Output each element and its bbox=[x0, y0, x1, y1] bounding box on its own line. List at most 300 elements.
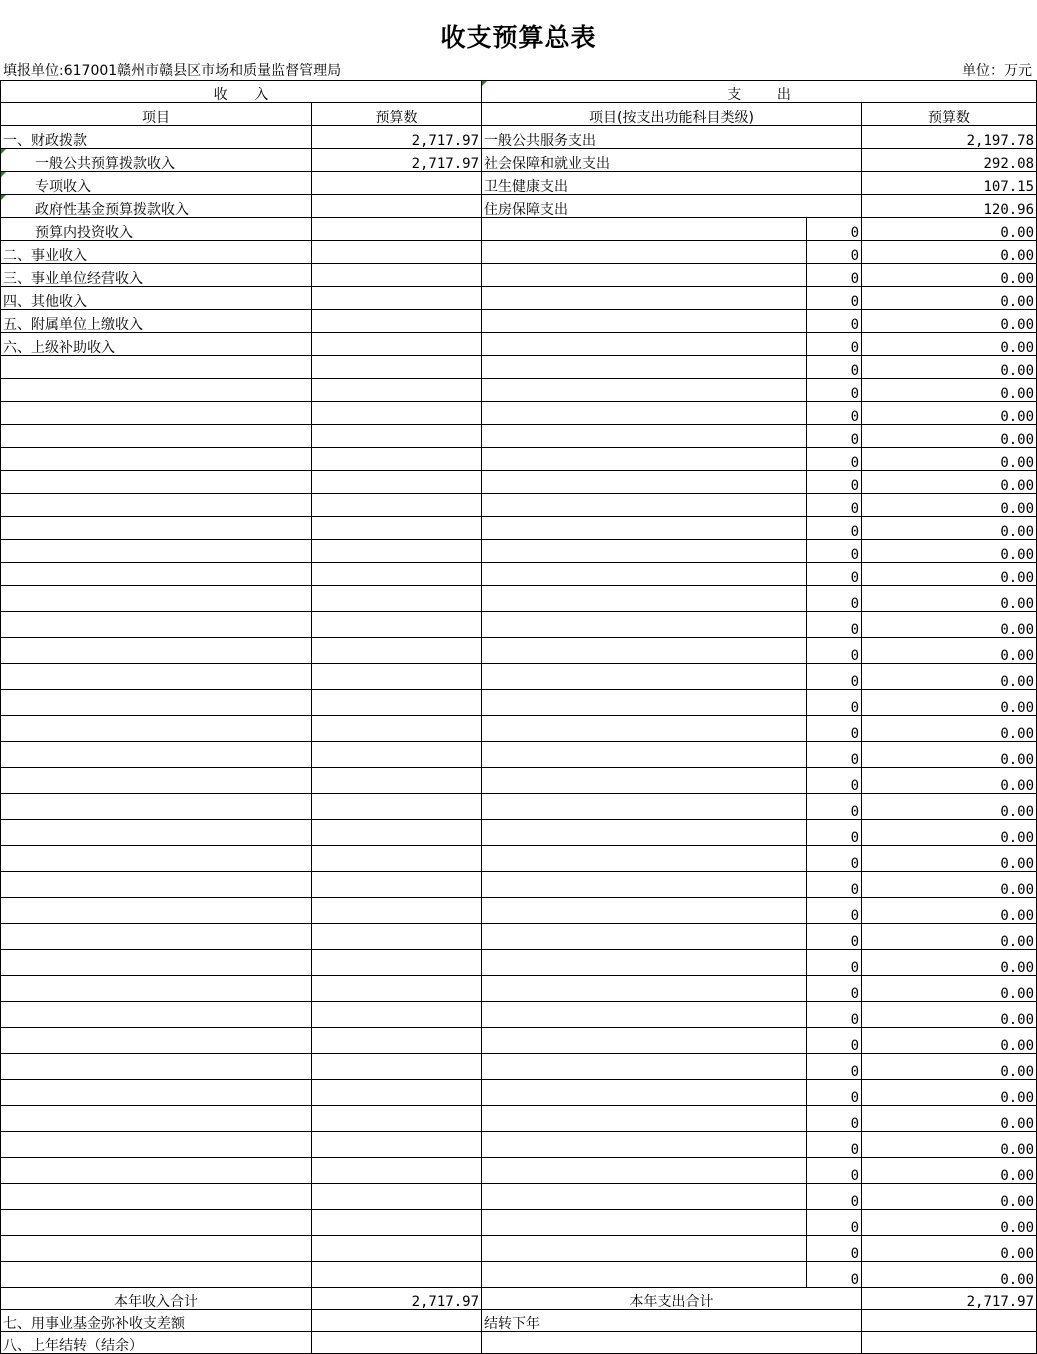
expense-item-label bbox=[482, 1106, 807, 1132]
expense-code-value: 0 bbox=[807, 976, 862, 1002]
expense-code-value: 0 bbox=[807, 1210, 862, 1236]
table-row bbox=[1, 872, 1037, 898]
income-budget-value bbox=[312, 1106, 482, 1132]
income-budget-value bbox=[312, 1310, 482, 1332]
expense-item-label bbox=[482, 218, 807, 241]
table-row bbox=[1, 664, 1037, 690]
income-budget-value bbox=[312, 846, 482, 872]
expense-item-label bbox=[482, 448, 807, 471]
expense-budget-value: 0.00 bbox=[862, 287, 1037, 310]
income-item-label: 八、上年结转（结余） bbox=[1, 1332, 312, 1354]
expense-budget-value: 0.00 bbox=[862, 1054, 1037, 1080]
table-row bbox=[1, 1106, 1037, 1132]
expense-budget-value: 0.00 bbox=[862, 264, 1037, 287]
table-row bbox=[1, 976, 1037, 1002]
table-row bbox=[1, 1028, 1037, 1054]
expense-total-value: 2,717.97 bbox=[862, 1288, 1037, 1310]
column-header-row bbox=[1, 103, 1037, 126]
table-row bbox=[1, 898, 1037, 924]
income-budget-value bbox=[312, 1158, 482, 1184]
expense-budget-value: 107.15 bbox=[862, 172, 1037, 195]
expense-item-label bbox=[482, 976, 807, 1002]
income-item-label: 二、事业收入 bbox=[1, 241, 312, 264]
expense-budget-value: 0.00 bbox=[862, 1106, 1037, 1132]
expense-code-value: 0 bbox=[807, 794, 862, 820]
income-item-label: 四、其他收入 bbox=[1, 287, 312, 310]
table-row bbox=[1, 846, 1037, 872]
table-row bbox=[1, 172, 1037, 195]
expense-code-value: 0 bbox=[807, 540, 862, 563]
income-budget-value bbox=[312, 586, 482, 612]
income-budget-value bbox=[312, 1002, 482, 1028]
income-item-label bbox=[1, 517, 312, 540]
income-item-label bbox=[1, 471, 312, 494]
income-item-label: 专项收入 bbox=[1, 172, 312, 195]
expense-budget-value: 0.00 bbox=[862, 976, 1037, 1002]
expense-budget-value: 292.08 bbox=[862, 149, 1037, 172]
income-budget-value bbox=[312, 924, 482, 950]
income-item-label bbox=[1, 540, 312, 563]
expense-item-label bbox=[482, 333, 807, 356]
expense-budget-value: 0.00 bbox=[862, 768, 1037, 794]
table-row bbox=[1, 241, 1037, 264]
income-budget-value bbox=[312, 742, 482, 768]
expense-item-label bbox=[482, 1054, 807, 1080]
income-item-label bbox=[1, 1158, 312, 1184]
income-budget-value bbox=[312, 264, 482, 287]
budget-table bbox=[0, 80, 1037, 1354]
expense-code-value: 0 bbox=[807, 846, 862, 872]
expense-item-label: 社会保障和就业支出 bbox=[482, 149, 862, 172]
expense-item-label bbox=[482, 1236, 807, 1262]
expense-budget-value: 0.00 bbox=[862, 872, 1037, 898]
expense-code-value: 0 bbox=[807, 924, 862, 950]
table-row bbox=[1, 612, 1037, 638]
expense-item-label bbox=[482, 1262, 807, 1288]
income-budget-value bbox=[312, 950, 482, 976]
expense-code-value: 0 bbox=[807, 716, 862, 742]
income-item-header: 项目 bbox=[1, 103, 312, 126]
income-budget-value bbox=[312, 976, 482, 1002]
expense-code-value: 0 bbox=[807, 264, 862, 287]
expense-budget-value: 0.00 bbox=[862, 1028, 1037, 1054]
expense-section-header: 支 出 bbox=[482, 81, 1037, 103]
expense-item-header: 项目(按支出功能科目类级) bbox=[482, 103, 862, 126]
table-row bbox=[1, 563, 1037, 586]
expense-item-label bbox=[482, 846, 807, 872]
page-title: 收支预算总表 bbox=[440, 23, 597, 52]
income-budget-value bbox=[312, 402, 482, 425]
income-total-value: 2,717.97 bbox=[312, 1288, 482, 1310]
expense-budget-value: 0.00 bbox=[862, 1184, 1037, 1210]
expense-code-value: 0 bbox=[807, 494, 862, 517]
expense-item-label: 一般公共服务支出 bbox=[482, 126, 862, 149]
expense-code-value: 0 bbox=[807, 612, 862, 638]
expense-item-label bbox=[482, 742, 807, 768]
income-budget-value bbox=[312, 310, 482, 333]
income-budget-value bbox=[312, 1132, 482, 1158]
income-item-label bbox=[1, 1002, 312, 1028]
expense-budget-value: 0.00 bbox=[862, 218, 1037, 241]
income-item-label bbox=[1, 820, 312, 846]
table-row bbox=[1, 820, 1037, 846]
income-budget-value bbox=[312, 356, 482, 379]
expense-code-value: 0 bbox=[807, 664, 862, 690]
expense-code-value: 0 bbox=[807, 379, 862, 402]
expense-item-label bbox=[482, 820, 807, 846]
expense-item-label bbox=[482, 563, 807, 586]
expense-code-value: 0 bbox=[807, 950, 862, 976]
income-budget-value bbox=[312, 425, 482, 448]
income-item-label bbox=[1, 1080, 312, 1106]
expense-code-value: 0 bbox=[807, 586, 862, 612]
expense-budget-value: 0.00 bbox=[862, 612, 1037, 638]
expense-total-label: 本年支出合计 bbox=[482, 1288, 862, 1310]
income-item-label bbox=[1, 742, 312, 768]
expense-code-value: 0 bbox=[807, 1236, 862, 1262]
expense-budget-value bbox=[862, 1332, 1037, 1354]
expense-item-label bbox=[482, 1332, 862, 1354]
expense-budget-value: 0.00 bbox=[862, 402, 1037, 425]
income-budget-value bbox=[312, 1262, 482, 1288]
table-row bbox=[1, 218, 1037, 241]
table-row bbox=[1, 1002, 1037, 1028]
expense-code-value: 0 bbox=[807, 1054, 862, 1080]
expense-budget-value: 0.00 bbox=[862, 425, 1037, 448]
income-total-label: 本年收入合计 bbox=[1, 1288, 312, 1310]
expense-code-value: 0 bbox=[807, 1028, 862, 1054]
table-row bbox=[1, 794, 1037, 820]
table-row bbox=[1, 716, 1037, 742]
income-budget-value bbox=[312, 612, 482, 638]
totals-row bbox=[1, 1288, 1037, 1310]
income-budget-value bbox=[312, 794, 482, 820]
table-row bbox=[1, 768, 1037, 794]
income-item-label bbox=[1, 846, 312, 872]
income-item-label: 三、事业单位经营收入 bbox=[1, 264, 312, 287]
expense-budget-value: 0.00 bbox=[862, 924, 1037, 950]
expense-item-label bbox=[482, 1184, 807, 1210]
expense-item-label bbox=[482, 471, 807, 494]
income-item-label bbox=[1, 494, 312, 517]
income-budget-value bbox=[312, 898, 482, 924]
expense-item-label bbox=[482, 664, 807, 690]
expense-code-value: 0 bbox=[807, 872, 862, 898]
expense-budget-value: 0.00 bbox=[862, 379, 1037, 402]
expense-budget-value: 0.00 bbox=[862, 1002, 1037, 1028]
income-budget-header: 预算数 bbox=[312, 103, 482, 126]
table-row bbox=[1, 1158, 1037, 1184]
table-row bbox=[1, 310, 1037, 333]
income-budget-value bbox=[312, 768, 482, 794]
expense-budget-value: 0.00 bbox=[862, 664, 1037, 690]
table-row bbox=[1, 448, 1037, 471]
income-budget-value bbox=[312, 241, 482, 264]
income-item-label bbox=[1, 402, 312, 425]
table-row bbox=[1, 517, 1037, 540]
income-budget-value bbox=[312, 664, 482, 690]
table-row bbox=[1, 924, 1037, 950]
income-item-label bbox=[1, 1106, 312, 1132]
table-row bbox=[1, 1310, 1037, 1332]
expense-item-label bbox=[482, 494, 807, 517]
income-item-label bbox=[1, 950, 312, 976]
income-item-label bbox=[1, 1132, 312, 1158]
expense-item-label bbox=[482, 264, 807, 287]
expense-code-value: 0 bbox=[807, 333, 862, 356]
expense-item-label bbox=[482, 1080, 807, 1106]
section-header-row bbox=[1, 81, 1037, 103]
expense-budget-value: 0.00 bbox=[862, 1080, 1037, 1106]
income-budget-value bbox=[312, 638, 482, 664]
income-item-label bbox=[1, 1184, 312, 1210]
expense-item-label bbox=[482, 872, 807, 898]
income-item-label bbox=[1, 379, 312, 402]
income-item-label bbox=[1, 563, 312, 586]
income-budget-value bbox=[312, 1080, 482, 1106]
income-budget-value bbox=[312, 333, 482, 356]
income-budget-value bbox=[312, 379, 482, 402]
income-budget-value bbox=[312, 448, 482, 471]
income-item-label bbox=[1, 794, 312, 820]
table-row bbox=[1, 356, 1037, 379]
expense-budget-value: 0.00 bbox=[862, 1262, 1037, 1288]
income-budget-value bbox=[312, 1332, 482, 1354]
expense-budget-value: 0.00 bbox=[862, 898, 1037, 924]
expense-code-value: 0 bbox=[807, 425, 862, 448]
expense-code-value: 0 bbox=[807, 1158, 862, 1184]
expense-item-label bbox=[482, 586, 807, 612]
expense-budget-value: 0.00 bbox=[862, 494, 1037, 517]
expense-item-label bbox=[482, 612, 807, 638]
income-budget-value: 2,717.97 bbox=[312, 126, 482, 149]
expense-item-label bbox=[482, 402, 807, 425]
table-row bbox=[1, 195, 1037, 218]
expense-code-value: 0 bbox=[807, 768, 862, 794]
table-row bbox=[1, 1262, 1037, 1288]
expense-item-label bbox=[482, 241, 807, 264]
expense-item-label bbox=[482, 716, 807, 742]
expense-item-label bbox=[482, 794, 807, 820]
expense-budget-value: 2,197.78 bbox=[862, 126, 1037, 149]
income-budget-value bbox=[312, 287, 482, 310]
income-budget-value bbox=[312, 872, 482, 898]
expense-code-value: 0 bbox=[807, 356, 862, 379]
expense-budget-header: 预算数 bbox=[862, 103, 1037, 126]
expense-budget-value: 0.00 bbox=[862, 1210, 1037, 1236]
income-item-label bbox=[1, 586, 312, 612]
expense-item-label bbox=[482, 950, 807, 976]
expense-code-value: 0 bbox=[807, 241, 862, 264]
expense-item-label bbox=[482, 425, 807, 448]
expense-budget-value: 0.00 bbox=[862, 448, 1037, 471]
table-row bbox=[1, 494, 1037, 517]
expense-code-value: 0 bbox=[807, 287, 862, 310]
income-item-label bbox=[1, 1262, 312, 1288]
income-item-label bbox=[1, 1236, 312, 1262]
income-budget-value bbox=[312, 1184, 482, 1210]
income-item-label bbox=[1, 612, 312, 638]
expense-budget-value: 0.00 bbox=[862, 1132, 1037, 1158]
expense-budget-value: 0.00 bbox=[862, 310, 1037, 333]
expense-code-value: 0 bbox=[807, 820, 862, 846]
income-budget-value bbox=[312, 1236, 482, 1262]
expense-item-label bbox=[482, 310, 807, 333]
income-budget-value bbox=[312, 690, 482, 716]
income-item-label bbox=[1, 976, 312, 1002]
expense-code-value: 0 bbox=[807, 1184, 862, 1210]
expense-budget-value: 0.00 bbox=[862, 742, 1037, 768]
expense-code-value: 0 bbox=[807, 310, 862, 333]
income-item-label bbox=[1, 690, 312, 716]
table-row bbox=[1, 1080, 1037, 1106]
income-item-label bbox=[1, 1054, 312, 1080]
table-row bbox=[1, 287, 1037, 310]
expense-code-value: 0 bbox=[807, 517, 862, 540]
expense-code-value: 0 bbox=[807, 690, 862, 716]
income-item-label bbox=[1, 872, 312, 898]
expense-code-value: 0 bbox=[807, 1106, 862, 1132]
income-budget-value bbox=[312, 494, 482, 517]
expense-code-value: 0 bbox=[807, 1080, 862, 1106]
income-item-label bbox=[1, 1210, 312, 1236]
expense-item-label bbox=[482, 1210, 807, 1236]
income-budget-value bbox=[312, 517, 482, 540]
expense-item-label bbox=[482, 1158, 807, 1184]
income-budget-value bbox=[312, 563, 482, 586]
income-item-label: 七、用事业基金弥补收支差额 bbox=[1, 1310, 312, 1332]
table-row bbox=[1, 264, 1037, 287]
income-section-header: 收 入 bbox=[1, 81, 482, 103]
table-row bbox=[1, 742, 1037, 768]
table-row bbox=[1, 1184, 1037, 1210]
income-item-label bbox=[1, 356, 312, 379]
expense-budget-value: 0.00 bbox=[862, 846, 1037, 872]
expense-code-value: 0 bbox=[807, 218, 862, 241]
income-budget-value bbox=[312, 1210, 482, 1236]
income-budget-value bbox=[312, 218, 482, 241]
expense-budget-value: 0.00 bbox=[862, 820, 1037, 846]
currency-unit: 单位：万元 bbox=[962, 63, 1032, 79]
expense-budget-value: 0.00 bbox=[862, 690, 1037, 716]
expense-item-label bbox=[482, 1132, 807, 1158]
expense-item-label: 卫生健康支出 bbox=[482, 172, 862, 195]
income-item-label: 五、附属单位上缴收入 bbox=[1, 310, 312, 333]
table-row bbox=[1, 690, 1037, 716]
expense-item-label bbox=[482, 768, 807, 794]
income-item-label: 一、财政拨款 bbox=[1, 126, 312, 149]
table-row bbox=[1, 540, 1037, 563]
expense-budget-value: 0.00 bbox=[862, 471, 1037, 494]
income-item-label: 政府性基金预算拨款收入 bbox=[1, 195, 312, 218]
expense-code-value: 0 bbox=[807, 1002, 862, 1028]
expense-budget-value: 0.00 bbox=[862, 356, 1037, 379]
expense-item-label bbox=[482, 356, 807, 379]
table-row bbox=[1, 1332, 1037, 1354]
table-row bbox=[1, 1236, 1037, 1262]
expense-budget-value: 0.00 bbox=[862, 716, 1037, 742]
expense-budget-value: 0.00 bbox=[862, 563, 1037, 586]
expense-budget-value: 0.00 bbox=[862, 638, 1037, 664]
expense-code-value: 0 bbox=[807, 742, 862, 768]
table-row bbox=[1, 126, 1037, 149]
income-item-label bbox=[1, 1028, 312, 1054]
expense-code-value: 0 bbox=[807, 471, 862, 494]
expense-item-label: 住房保障支出 bbox=[482, 195, 862, 218]
income-item-label: 一般公共预算拨款收入 bbox=[1, 149, 312, 172]
expense-budget-value: 0.00 bbox=[862, 540, 1037, 563]
expense-code-value: 0 bbox=[807, 563, 862, 586]
expense-item-label bbox=[482, 690, 807, 716]
expense-item-label bbox=[482, 898, 807, 924]
income-budget-value bbox=[312, 1028, 482, 1054]
expense-budget-value: 0.00 bbox=[862, 1236, 1037, 1262]
income-budget-value: 2,717.97 bbox=[312, 149, 482, 172]
expense-code-value: 0 bbox=[807, 448, 862, 471]
expense-code-value: 0 bbox=[807, 402, 862, 425]
table-row bbox=[1, 1054, 1037, 1080]
table-row bbox=[1, 402, 1037, 425]
expense-item-label bbox=[482, 924, 807, 950]
income-item-label bbox=[1, 768, 312, 794]
income-budget-value bbox=[312, 172, 482, 195]
expense-budget-value: 120.96 bbox=[862, 195, 1037, 218]
income-item-label bbox=[1, 664, 312, 690]
table-row bbox=[1, 586, 1037, 612]
expense-item-label bbox=[482, 517, 807, 540]
income-budget-value bbox=[312, 540, 482, 563]
income-budget-value bbox=[312, 1054, 482, 1080]
table-row bbox=[1, 1132, 1037, 1158]
income-item-label bbox=[1, 898, 312, 924]
expense-item-label bbox=[482, 1028, 807, 1054]
expense-item-label bbox=[482, 540, 807, 563]
expense-budget-value bbox=[862, 1310, 1037, 1332]
table-row bbox=[1, 425, 1037, 448]
table-row bbox=[1, 379, 1037, 402]
expense-code-value: 0 bbox=[807, 1132, 862, 1158]
expense-budget-value: 0.00 bbox=[862, 794, 1037, 820]
table-row bbox=[1, 471, 1037, 494]
income-item-label bbox=[1, 924, 312, 950]
expense-item-label bbox=[482, 638, 807, 664]
expense-budget-value: 0.00 bbox=[862, 586, 1037, 612]
expense-item-label bbox=[482, 287, 807, 310]
expense-item-label bbox=[482, 1002, 807, 1028]
table-row bbox=[1, 638, 1037, 664]
table-row bbox=[1, 1210, 1037, 1236]
table-row bbox=[1, 950, 1037, 976]
expense-budget-value: 0.00 bbox=[862, 1158, 1037, 1184]
income-budget-value bbox=[312, 471, 482, 494]
income-item-label bbox=[1, 638, 312, 664]
expense-item-label: 结转下年 bbox=[482, 1310, 862, 1332]
income-budget-value bbox=[312, 820, 482, 846]
income-item-label bbox=[1, 448, 312, 471]
expense-budget-value: 0.00 bbox=[862, 333, 1037, 356]
expense-code-value: 0 bbox=[807, 898, 862, 924]
expense-budget-value: 0.00 bbox=[862, 517, 1037, 540]
expense-budget-value: 0.00 bbox=[862, 241, 1037, 264]
income-item-label: 六、上级补助收入 bbox=[1, 333, 312, 356]
income-item-label bbox=[1, 716, 312, 742]
expense-code-value: 0 bbox=[807, 1262, 862, 1288]
expense-code-value: 0 bbox=[807, 638, 862, 664]
table-row bbox=[1, 149, 1037, 172]
income-item-label: 预算内投资收入 bbox=[1, 218, 312, 241]
table-row bbox=[1, 333, 1037, 356]
income-budget-value bbox=[312, 195, 482, 218]
